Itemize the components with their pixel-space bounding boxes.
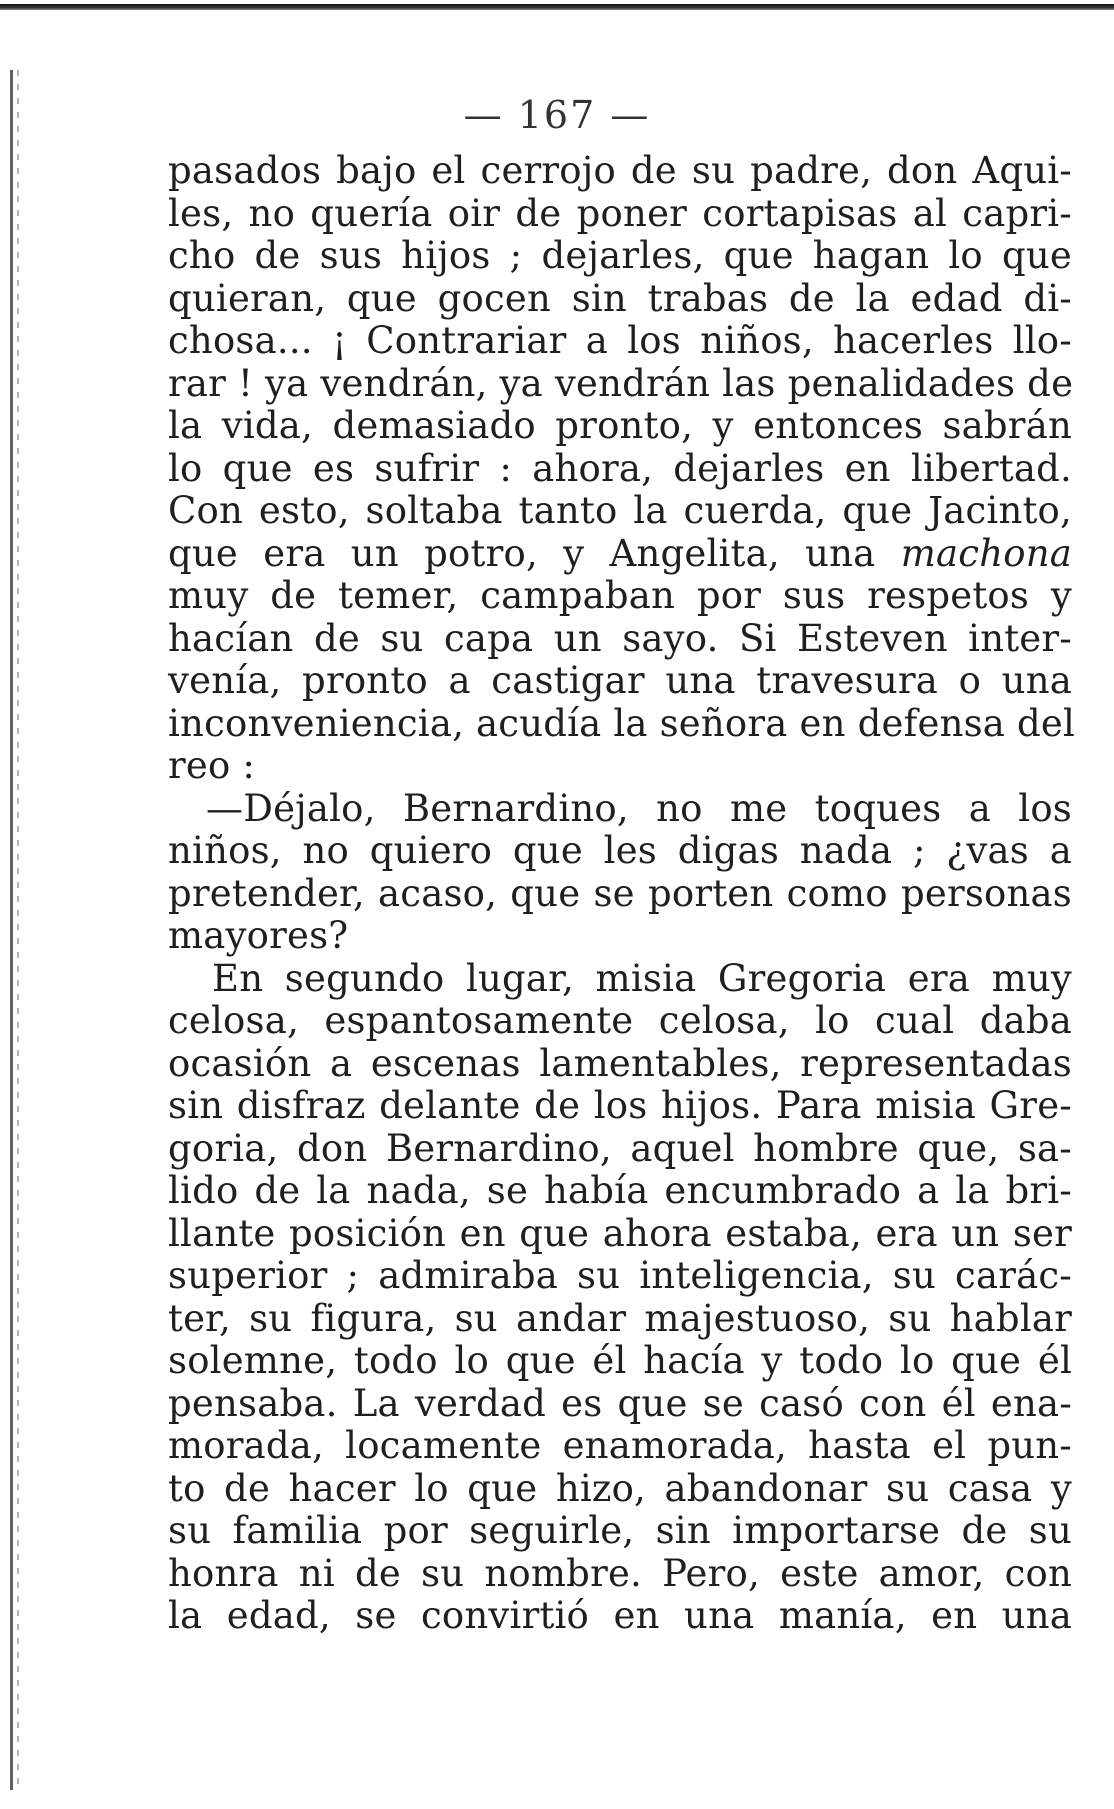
text-line: reo : bbox=[168, 744, 256, 787]
top-border-rule bbox=[0, 4, 1114, 10]
text-line: lido de la nada, se había encumbrado a la bri- bbox=[168, 1169, 1072, 1212]
text-line: morada, locamente enamorada, hasta el pun- bbox=[168, 1424, 1072, 1467]
page-number: — 167 — bbox=[463, 93, 651, 137]
text-line: celosa, espantosamente celosa, lo cual daba bbox=[168, 999, 1072, 1042]
text-line: honra ni de su nombre. Pero, este amor, con bbox=[168, 1551, 1072, 1595]
text-line: inconveniencia, acudía la señora en defensa del bbox=[168, 701, 1076, 745]
text-line: goria, don Bernardino, aquel hombre que, sa- bbox=[168, 1126, 1072, 1170]
text-line: muy de temer, campaban por sus respetos y bbox=[168, 574, 1072, 617]
body-text bbox=[168, 149, 1076, 1638]
text-line: niños, no quiero que les digas nada ; ¿vas a bbox=[168, 829, 1072, 872]
text-line: chosa... ¡ Contrariar a los niños, hacerles llo- bbox=[168, 319, 1072, 362]
text-line: pensaba. La verdad es que se casó con él ena- bbox=[168, 1381, 1072, 1425]
text-line: llante posición en que ahora estaba, era un ser bbox=[168, 1211, 1072, 1255]
text-line: cho de sus hijos ; dejarles, que hagan lo que bbox=[168, 234, 1072, 277]
text-line: ocasión a escenas lamentables, representadas bbox=[168, 1041, 1072, 1085]
text-line: lo que es sufrir : ahora, dejarles en libertad. bbox=[168, 446, 1072, 490]
dialogue-line: —Déjalo, Bernardino, no me toques a los bbox=[206, 786, 1072, 830]
paragraph-start-line: En segundo lugar, misia Gregoria era muy bbox=[212, 956, 1072, 1000]
text-line: mayores? bbox=[168, 914, 349, 957]
text-line: rar ! ya vendrán, ya vendrán las penalidades de bbox=[168, 361, 1074, 405]
text-segment: que era un potro, y Angelita, una bbox=[168, 531, 876, 575]
text-line: la edad, se convirtió en una manía, en una bbox=[168, 1594, 1072, 1637]
text-line: venía, pronto a castigar una travesura o una bbox=[168, 659, 1072, 702]
text-line: pretender, acaso, que se porten como personas bbox=[168, 871, 1072, 915]
binding-gutter-edge bbox=[10, 70, 23, 1790]
text-line: hacían de su capa un sayo. Si Esteven inter- bbox=[168, 616, 1072, 660]
text-line: to de hacer lo que hizo, abandonar su casa y bbox=[168, 1466, 1072, 1510]
text-line: les, no quería oir de poner cortapisas al capri- bbox=[168, 191, 1072, 235]
text-line: Con esto, soltaba tanto la cuerda, que Jacinto, bbox=[168, 489, 1072, 532]
italic-word: machona bbox=[900, 531, 1072, 575]
text-line: sin disfraz delante de los hijos. Para misia Gre- bbox=[168, 1084, 1072, 1127]
text-line: la vida, demasiado pronto, y entonces sabrán bbox=[168, 404, 1072, 447]
text-line: su familia por seguirle, sin importarse de su bbox=[168, 1509, 1072, 1552]
text-line-with-italic bbox=[168, 533, 1072, 576]
text-line: ter, su figura, su andar majestuoso, su hablar bbox=[168, 1296, 1072, 1340]
text-line: solemne, todo lo que él hacía y todo lo que él bbox=[168, 1339, 1072, 1382]
text-line: superior ; admiraba su inteligencia, su carác- bbox=[168, 1254, 1072, 1297]
text-line: pasados bajo el cerrojo de su padre, don Aqui- bbox=[168, 149, 1072, 192]
text-line: quieran, que gocen sin trabas de la edad di- bbox=[168, 276, 1072, 320]
